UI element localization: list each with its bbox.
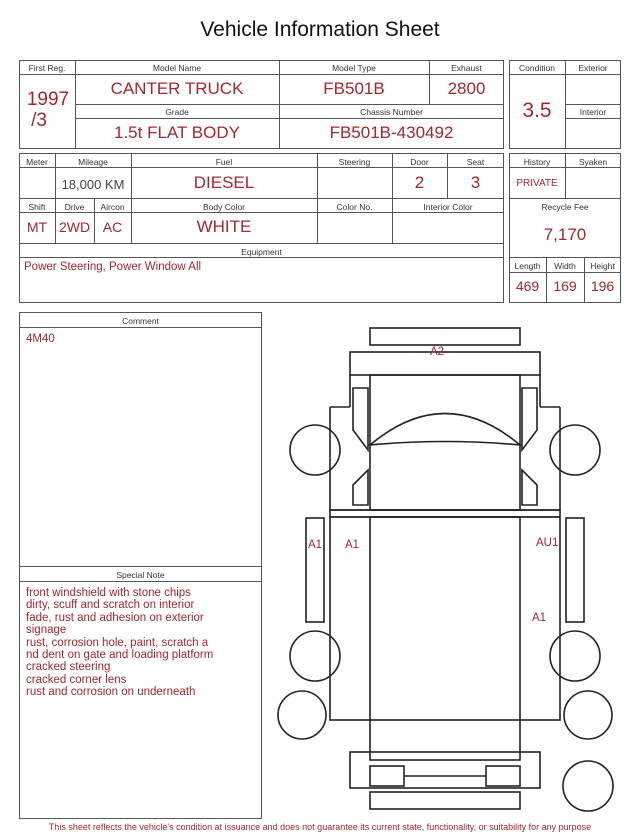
length-label: Length — [514, 261, 541, 271]
model-name-label: Model Name — [152, 63, 202, 73]
model-type-label: Model Type — [332, 63, 376, 73]
equipment-label: Equipment — [241, 247, 282, 257]
comment-label: Comment — [122, 316, 159, 326]
steering-label: Steering — [338, 157, 371, 167]
first-reg-label: First Reg. — [28, 63, 66, 73]
exhaust-value: 2800 — [447, 79, 486, 98]
door-value: 2 — [414, 173, 425, 192]
height-value: 196 — [590, 278, 615, 294]
interior-label: Interior — [579, 107, 607, 117]
special-note-item: nd dent on gate and loading platform — [26, 649, 214, 662]
interior-color-label: Interior Color — [423, 202, 473, 212]
shift-label: Shift — [28, 202, 46, 212]
damage-mark-a2: A2 — [430, 346, 445, 358]
width-label: Width — [554, 261, 576, 271]
door-label: Door — [410, 157, 429, 167]
special-note-item: rust and corrosion on underneath — [26, 686, 196, 699]
history-value: PRIVATE — [516, 178, 558, 189]
condition-label: Condition — [519, 63, 555, 73]
exhaust-label: Exhaust — [451, 63, 482, 73]
model-name-value: CANTER TRUCK — [110, 79, 244, 98]
page-title: Vehicle Information Sheet — [200, 18, 440, 41]
aircon-value: AC — [102, 219, 123, 235]
chassis-number-value: FB501B-430492 — [329, 123, 454, 142]
seat-label: Seat — [466, 157, 485, 167]
meter-label: Meter — [26, 157, 48, 167]
drive-label: Drive — [64, 202, 85, 212]
damage-mark-a1-right: A1 — [532, 612, 547, 624]
body-color-value: WHITE — [196, 217, 252, 236]
grade-value: 1.5t FLAT BODY — [114, 123, 240, 142]
length-value: 469 — [515, 278, 540, 294]
equipment-value: Power Steering, Power Window All — [24, 261, 202, 273]
recycle-fee-value: 7,170 — [543, 225, 587, 244]
special-note-label: Special Note — [116, 570, 165, 580]
damage-mark-a1-left-inner: A1 — [345, 539, 360, 551]
special-note-item: rust, corrosion hole, paint, scratch a — [26, 636, 209, 649]
special-note-item: signage — [26, 624, 67, 637]
mileage-value: 18,000 KM — [61, 177, 125, 192]
chassis-number-label: Chassis Number — [360, 107, 423, 117]
disclaimer-footer: This sheet reflects the vehicle's condition at issuance and does not guarantee its current state, functionality, or suitability for any purpose — [48, 822, 592, 832]
syaken-label: Syaken — [578, 157, 608, 167]
special-note-list — [26, 587, 262, 699]
aircon-label: Aircon — [100, 202, 125, 212]
height-label: Height — [590, 261, 615, 271]
special-note-item: front windshield with stone chips — [26, 587, 191, 599]
shift-value: MT — [26, 219, 48, 235]
grade-label: Grade — [165, 107, 189, 117]
width-value: 169 — [553, 278, 577, 294]
seat-value: 3 — [470, 173, 481, 192]
special-note-item: cracked steering — [26, 661, 111, 674]
drive-value: 2WD — [58, 219, 91, 235]
body-color-label: Body Color — [202, 202, 246, 212]
damage-mark-a1-left-outer: A1 — [308, 539, 323, 551]
exterior-label: Exterior — [578, 63, 608, 73]
first-reg-year: 1997 — [26, 89, 70, 110]
damage-mark-au1: AU1 — [536, 537, 559, 549]
recycle-fee-label: Recycle Fee — [541, 202, 589, 212]
truck-damage-diagram — [270, 320, 630, 815]
mileage-label: Mileage — [78, 157, 108, 167]
special-note-item: fade, rust and adhesion on exterior — [26, 611, 204, 624]
special-note-item: dirty, scuff and scratch on interior — [26, 599, 195, 612]
history-label: History — [523, 157, 551, 167]
first-reg-month: /3 — [31, 110, 47, 131]
model-type-value: FB501B — [323, 79, 385, 98]
special-note-item: cracked corner lens — [26, 673, 127, 686]
comment-text: 4M40 — [26, 333, 55, 345]
fuel-value: DIESEL — [193, 173, 255, 192]
color-no-label: Color No. — [336, 202, 373, 212]
fuel-label: Fuel — [215, 157, 233, 167]
condition-grade: 3.5 — [522, 99, 552, 122]
